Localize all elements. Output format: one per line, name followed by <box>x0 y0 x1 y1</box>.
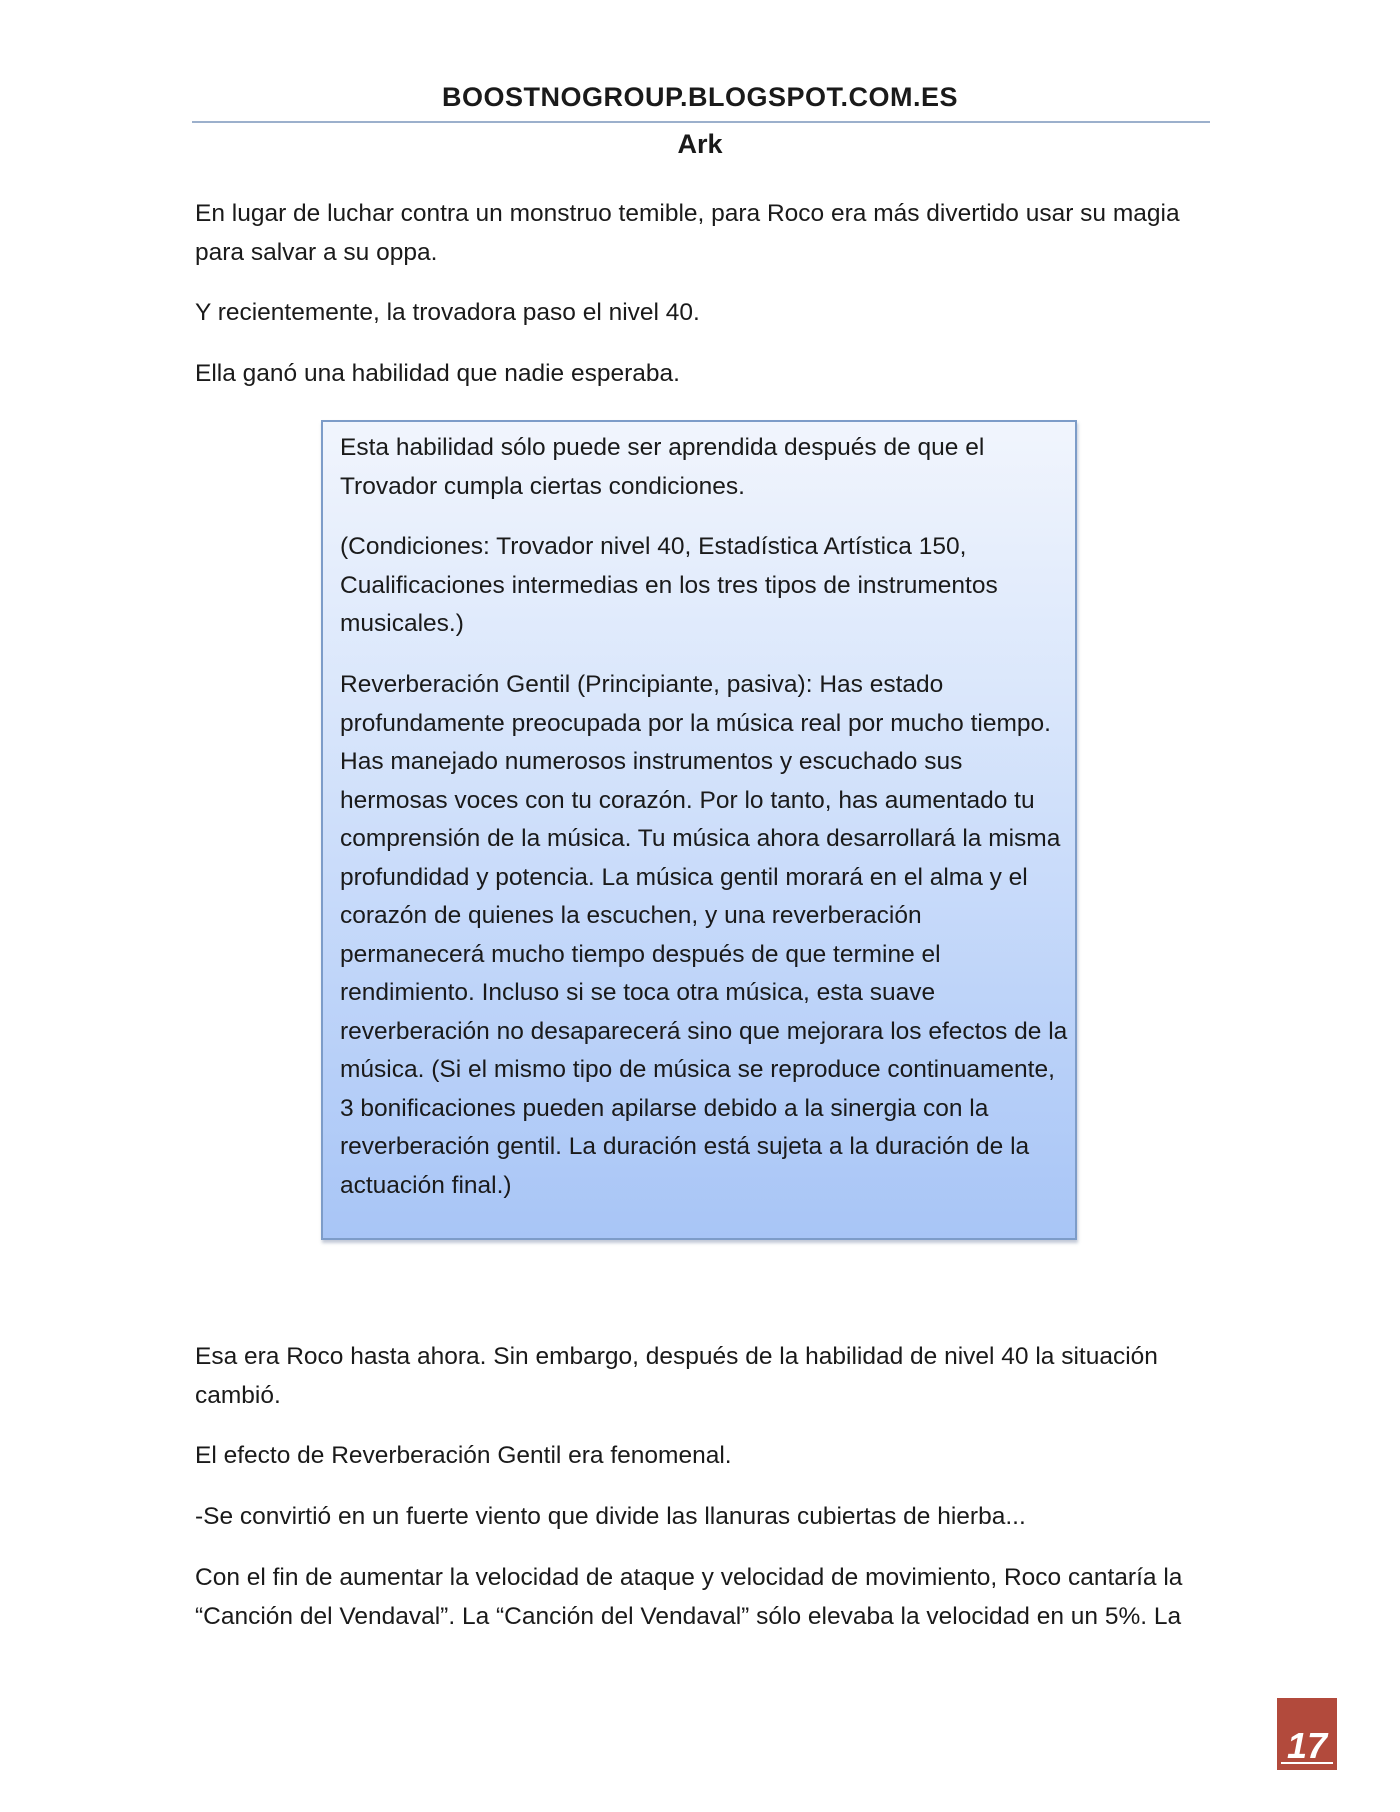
site-header: BOOSTNOGROUP.BLOGSPOT.COM.ES <box>441 82 959 112</box>
header-divider <box>192 121 1210 123</box>
skill-conditions: (Condiciones: Trovador nivel 40, Estadística Artística 150, Cualificaciones intermedias en los tres tipos de instrumentos musicales.) <box>340 533 998 637</box>
paragraph: Con el fin de aumentar la velocidad de ataque y velocidad de movimiento, Roco cantaría la “Canción del Vendaval”. La “Canción del Vendaval” sólo elevaba la velocidad en un 5%. La <box>195 1564 1183 1630</box>
paragraph: El efecto de Reverberación Gentil era fenomenal. <box>195 1442 732 1469</box>
paragraph: Ella ganó una habilidad que nadie esperaba. <box>195 360 680 387</box>
paragraph: -Se convirtió en un fuerte viento que divide las llanuras cubiertas de hierba... <box>195 1503 1026 1530</box>
skill-intro: Esta habilidad sólo puede ser aprendida después de que el Trovador cumpla ciertas condiciones. <box>340 434 985 500</box>
chapter-title: Ark <box>677 129 723 159</box>
skill-effect-description: Reverberación Gentil (Principiante, pasiva): Has estado profundamente preocupada por la música real por mucho tiempo. Has manejado numerosos instrumentos y escuchado sus hermosas voces con tu corazón. Por lo tanto, has aumentado tu comprensión de la música. Tu música ahora desarrollará la misma profundidad y potencia. La música gentil morará en el alma y el corazón de quienes la escuchen, y una reverberación permanecerá mucho tiempo después de que termine el rendimiento. Incluso si se toca otra música, esta suave reverberación no desaparecerá sino que mejorara los efectos de la música. (Si el mismo tipo de música se reproduce continuamente, 3 bonificaciones pueden apilarse debido a la sinergia con la reverberación gentil. La duración está sujeta a la duración de la actuación final.) <box>340 671 1068 1199</box>
page-number-badge <box>1277 1698 1337 1770</box>
paragraph: Esa era Roco hasta ahora. Sin embargo, después de la habilidad de nivel 40 la situación cambió. <box>195 1343 1158 1409</box>
page-number-underline <box>1281 1762 1333 1764</box>
skill-description-box <box>321 420 1077 1240</box>
page-number: 17 <box>1286 1725 1328 1766</box>
paragraph: Y recientemente, la trovadora paso el nivel 40. <box>195 299 700 326</box>
paragraph: En lugar de luchar contra un monstruo temible, para Roco era más divertido usar su magia para salvar a su oppa. <box>195 200 1180 266</box>
